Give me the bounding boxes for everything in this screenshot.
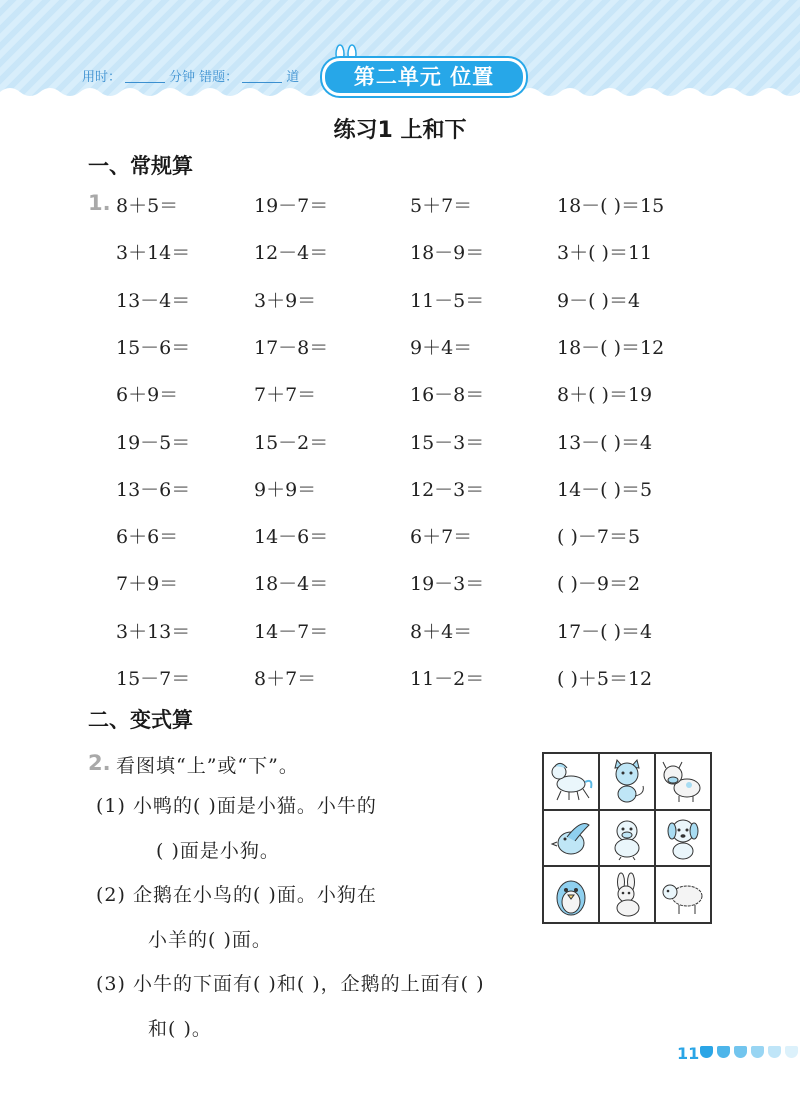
equation-r11-c1[interactable]: 15－7＝ — [116, 668, 191, 690]
time-errors-record — [82, 66, 299, 85]
equation-r3-c1[interactable]: 13－4＝ — [116, 290, 191, 312]
equation-r1-c1[interactable]: 8＋5＝ — [116, 195, 179, 217]
equation-r2-c4[interactable]: 3＋( )＝11 — [557, 242, 653, 264]
equation-r2-c3[interactable]: 18－9＝ — [410, 242, 485, 264]
bird-icon — [547, 815, 595, 861]
question-2-prompt: 看图填“上”或“下”。 — [116, 755, 299, 777]
equation-r9-c2[interactable]: 18－4＝ — [254, 573, 329, 595]
equation-r10-c2[interactable]: 14－7＝ — [254, 621, 329, 643]
equation-r1-c3[interactable]: 5＋7＝ — [410, 195, 473, 217]
drop-icon — [785, 1046, 798, 1058]
equation-r11-c3[interactable]: 11－2＝ — [410, 668, 485, 690]
equation-r1-c4[interactable]: 18－( )＝15 — [557, 195, 665, 217]
equation-r10-c3[interactable]: 8＋4＝ — [410, 621, 473, 643]
equation-r7-c2[interactable]: 9＋9＝ — [254, 479, 317, 501]
equation-r6-c3[interactable]: 15－3＝ — [410, 432, 485, 454]
question-number-1: 1. — [88, 191, 111, 215]
equation-r4-c1[interactable]: 15－6＝ — [116, 337, 191, 359]
equation-r8-c4[interactable]: ( )－7＝5 — [557, 526, 641, 548]
equation-r2-c2[interactable]: 12－4＝ — [254, 242, 329, 264]
page-number: 11 — [677, 1044, 700, 1063]
time-blank[interactable] — [125, 70, 165, 83]
equation-r7-c3[interactable]: 12－3＝ — [410, 479, 485, 501]
drop-icon — [751, 1046, 764, 1058]
equation-r9-c3[interactable]: 19－3＝ — [410, 573, 485, 595]
equation-r8-c3[interactable]: 6＋7＝ — [410, 526, 473, 548]
items-label: 道 — [286, 70, 300, 85]
equation-r5-c1[interactable]: 6＋9＝ — [116, 384, 179, 406]
question-2-line-2: ( )面是小狗。 — [156, 840, 280, 862]
duck-icon — [603, 815, 651, 861]
question-2-line-1: (1) 小鸭的( )面是小猫。小牛的 — [96, 795, 377, 817]
drop-icon — [768, 1046, 781, 1058]
grid-cell-bird — [543, 810, 599, 867]
equation-r5-c4[interactable]: 8＋( )＝19 — [557, 384, 653, 406]
unit-title-badge: 第二单元 位置 — [322, 58, 526, 96]
grid-cell-sheep — [655, 866, 711, 923]
time-label: 用时： — [82, 70, 122, 85]
errors-label: 错题： — [199, 70, 239, 85]
animal-position-grid — [542, 752, 712, 924]
question-2-line-5: (3) 小牛的下面有( )和( )，企鹅的上面有( ) — [96, 973, 485, 995]
equation-r6-c2[interactable]: 15－2＝ — [254, 432, 329, 454]
page-decoration-drops — [700, 1046, 798, 1058]
equation-r8-c2[interactable]: 14－6＝ — [254, 526, 329, 548]
equation-r3-c2[interactable]: 3＋9＝ — [254, 290, 317, 312]
question-2-line-3: (2) 企鹅在小鸟的( )面。小狗在 — [96, 884, 377, 906]
equation-r1-c2[interactable]: 19－7＝ — [254, 195, 329, 217]
grid-cell-penguin — [543, 866, 599, 923]
equation-r9-c4[interactable]: ( )－9＝2 — [557, 573, 641, 595]
grid-cell-cat — [599, 753, 655, 810]
equation-r3-c4[interactable]: 9－( )＝4 — [557, 290, 641, 312]
sheep-icon — [659, 872, 707, 918]
grid-cell-duck — [599, 810, 655, 867]
question-2-line-4: 小羊的( )面。 — [148, 929, 272, 951]
section-title-variation: 二、变式算 — [88, 708, 193, 732]
grid-cell-rabbit — [599, 866, 655, 923]
equation-r3-c3[interactable]: 11－5＝ — [410, 290, 485, 312]
equation-r9-c1[interactable]: 7＋9＝ — [116, 573, 179, 595]
equation-r11-c4[interactable]: ( )＋5＝12 — [557, 668, 653, 690]
grid-cell-cow — [655, 753, 711, 810]
equation-r10-c4[interactable]: 17－( )＝4 — [557, 621, 653, 643]
equation-r7-c1[interactable]: 13－6＝ — [116, 479, 191, 501]
section-title-routine: 一、常规算 — [88, 154, 193, 178]
equation-r4-c4[interactable]: 18－( )＝12 — [557, 337, 665, 359]
equation-r5-c3[interactable]: 16－8＝ — [410, 384, 485, 406]
equation-r4-c3[interactable]: 9＋4＝ — [410, 337, 473, 359]
grid-cell-dog — [655, 810, 711, 867]
cat-icon — [603, 758, 651, 804]
question-2-line-6: 和( )。 — [148, 1018, 212, 1040]
lesson-title: 练习1 上和下 — [333, 118, 467, 143]
rabbit-icon — [603, 872, 651, 918]
equation-r10-c1[interactable]: 3＋13＝ — [116, 621, 191, 643]
equation-r4-c2[interactable]: 17－8＝ — [254, 337, 329, 359]
minutes-label: 分钟 — [169, 70, 196, 85]
equation-r2-c1[interactable]: 3＋14＝ — [116, 242, 191, 264]
drop-icon — [717, 1046, 730, 1058]
question-number-2: 2. — [88, 751, 111, 775]
equation-r6-c4[interactable]: 13－( )＝4 — [557, 432, 653, 454]
cow-icon — [659, 758, 707, 804]
equation-r11-c2[interactable]: 8＋7＝ — [254, 668, 317, 690]
equation-r7-c4[interactable]: 14－( )＝5 — [557, 479, 653, 501]
dog-icon — [659, 815, 707, 861]
drop-icon — [700, 1046, 713, 1058]
equation-r8-c1[interactable]: 6＋6＝ — [116, 526, 179, 548]
horse-icon — [547, 758, 595, 804]
drop-icon — [734, 1046, 747, 1058]
errors-blank[interactable] — [242, 70, 282, 83]
penguin-icon — [547, 872, 595, 918]
equation-r5-c2[interactable]: 7＋7＝ — [254, 384, 317, 406]
equation-r6-c1[interactable]: 19－5＝ — [116, 432, 191, 454]
grid-cell-horse — [543, 753, 599, 810]
